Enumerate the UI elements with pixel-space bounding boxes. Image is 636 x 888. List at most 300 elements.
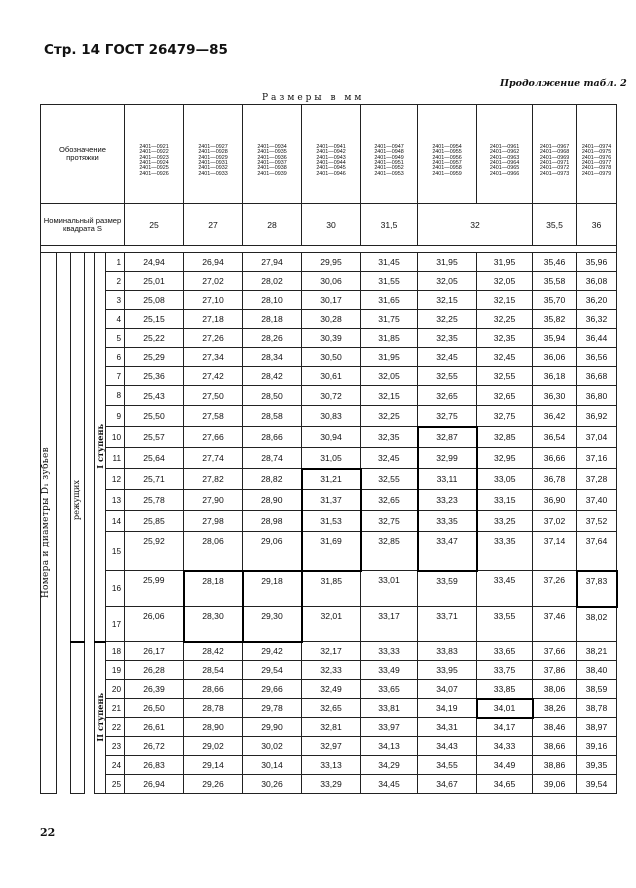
diameter-cell: 33,97 — [361, 718, 418, 737]
diameter-cell: 33,01 — [361, 571, 418, 607]
diameter-cell: 36,68 — [577, 367, 617, 386]
diameter-cell: 33,35 — [418, 511, 477, 532]
diameter-cell: 31,21 — [302, 469, 361, 490]
size-cell: 35,5 — [533, 204, 577, 246]
sizes-caption: Размеры в мм — [262, 93, 365, 103]
diameter-cell: 30,72 — [302, 386, 361, 406]
table-row — [41, 406, 617, 427]
designation-cell — [302, 105, 361, 204]
diameter-cell: 36,18 — [533, 367, 577, 386]
diameter-cell: 33,49 — [361, 661, 418, 680]
designation-label: Обозначение протяжки — [59, 145, 106, 162]
diameter-cell: 32,05 — [361, 367, 418, 386]
diameter-cell: 25,50 — [125, 406, 184, 427]
table-row — [41, 642, 617, 661]
tooth-number: 23 — [106, 737, 125, 756]
diameter-cell: 25,64 — [125, 448, 184, 469]
diameter-cell: 27,82 — [184, 469, 243, 490]
diameter-cell: 34,49 — [477, 756, 533, 775]
diameter-cell: 26,50 — [125, 699, 184, 718]
designation-label-cell — [41, 105, 125, 204]
designation-list: 2401—0974 2401—0975 2401—0976 2401—0977 2401—0978 2401—0979 — [581, 143, 612, 177]
diameter-cell: 35,96 — [577, 253, 617, 272]
diameter-cell: 28,02 — [243, 272, 302, 291]
diameter-cell: 33,71 — [418, 607, 477, 642]
diameter-cell: 34,45 — [361, 775, 418, 794]
diameter-cell: 33,75 — [477, 661, 533, 680]
diameter-cell: 33,17 — [361, 607, 418, 642]
diameter-cell: 32,15 — [361, 386, 418, 406]
diameter-cell: 34,01 — [477, 699, 533, 718]
diameter-cell: 29,78 — [243, 699, 302, 718]
diameter-cell: 29,18 — [243, 571, 302, 607]
diameter-cell: 37,64 — [577, 532, 617, 571]
diameter-cell: 32,85 — [477, 427, 533, 448]
diameter-cell: 31,69 — [302, 532, 361, 571]
diameter-cell: 37,86 — [533, 661, 577, 680]
diameter-cell: 36,56 — [577, 348, 617, 367]
designation-cell — [477, 105, 533, 204]
designation-cell — [533, 105, 577, 204]
tooth-number: 6 — [106, 348, 125, 367]
table-row — [41, 661, 617, 680]
designation-list: 2401—0961 2401—0962 2401—0963 2401—0964 2401—0965 2401—0966 — [489, 143, 520, 177]
diameter-cell: 32,15 — [418, 291, 477, 310]
diameter-cell: 32,15 — [477, 291, 533, 310]
tooth-number: 16 — [106, 571, 125, 607]
diameter-cell: 34,13 — [361, 737, 418, 756]
diameter-cell: 28,06 — [184, 532, 243, 571]
designation-cell — [243, 105, 302, 204]
diameter-cell: 30,28 — [302, 310, 361, 329]
diameter-cell: 30,02 — [243, 737, 302, 756]
tooth-number: 18 — [106, 642, 125, 661]
size-cell: 27 — [184, 204, 243, 246]
diameter-cell: 28,98 — [243, 511, 302, 532]
diameter-cell: 32,55 — [361, 469, 418, 490]
diameter-cell: 31,95 — [418, 253, 477, 272]
stage1-label: I ступень — [95, 424, 105, 470]
diameter-cell: 36,06 — [533, 348, 577, 367]
diameter-cell: 36,90 — [533, 490, 577, 511]
diameter-cell: 30,14 — [243, 756, 302, 775]
nominal-size-row — [41, 204, 617, 246]
size-cell: 32 — [418, 204, 533, 246]
diameter-cell: 37,83 — [577, 571, 617, 607]
diameter-cell: 29,06 — [243, 532, 302, 571]
stage2-outer-cell — [71, 642, 85, 794]
diameter-cell: 30,83 — [302, 406, 361, 427]
diameter-cell: 38,97 — [577, 718, 617, 737]
tooth-number: 17 — [106, 607, 125, 642]
designation-list: 2401—0947 2401—0948 2401—0949 2401—0951 2401—0952 2401—0953 — [374, 143, 404, 177]
diameter-cell: 28,58 — [243, 406, 302, 427]
cutting-label-cell — [71, 253, 85, 642]
designation-list: 2401—0927 2401—0928 2401—0929 2401—0931 2401—0932 2401—0933 — [198, 143, 228, 177]
diameter-cell: 38,66 — [533, 737, 577, 756]
diameter-cell: 26,83 — [125, 756, 184, 775]
designation-cell — [184, 105, 243, 204]
stage1-label-cell — [95, 253, 106, 642]
diameter-cell: 29,54 — [243, 661, 302, 680]
diameter-cell: 30,61 — [302, 367, 361, 386]
stage2-spacer — [85, 642, 95, 794]
designation-row — [41, 105, 617, 204]
diameter-cell: 32,45 — [477, 348, 533, 367]
diameter-cell: 32,85 — [361, 532, 418, 571]
tooth-number: 4 — [106, 310, 125, 329]
designation-list: 2401—0934 2401—0935 2401—0936 2401—0937 2401—0938 2401—0939 — [257, 143, 287, 177]
diameter-cell: 28,18 — [184, 571, 243, 607]
tooth-number: 20 — [106, 680, 125, 699]
diameter-cell: 38,21 — [577, 642, 617, 661]
diameter-cell: 25,43 — [125, 386, 184, 406]
diameter-cell: 27,66 — [184, 427, 243, 448]
table-row — [41, 532, 617, 571]
tooth-number: 19 — [106, 661, 125, 680]
diameter-cell: 28,54 — [184, 661, 243, 680]
diameter-cell: 28,74 — [243, 448, 302, 469]
diameter-cell: 33,45 — [477, 571, 533, 607]
table-row — [41, 469, 617, 490]
designation-list: 2401—0941 2401—0942 2401—0943 2401—0944 2401—0945 2401—0946 — [316, 143, 346, 177]
diameter-cell: 37,04 — [577, 427, 617, 448]
diameter-cell: 36,66 — [533, 448, 577, 469]
table-row — [41, 490, 617, 511]
diameter-cell: 33,05 — [477, 469, 533, 490]
diameter-cell: 32,35 — [361, 427, 418, 448]
diameter-cell: 32,25 — [477, 310, 533, 329]
diameter-cell: 29,02 — [184, 737, 243, 756]
diameter-cell: 30,50 — [302, 348, 361, 367]
table-row — [41, 386, 617, 406]
diameter-cell: 37,66 — [533, 642, 577, 661]
diameter-cell: 29,66 — [243, 680, 302, 699]
tooth-number: 15 — [106, 532, 125, 571]
tooth-number: 1 — [106, 253, 125, 272]
diameter-cell: 32,87 — [418, 427, 477, 448]
size-cell: 36 — [577, 204, 617, 246]
tooth-number: 25 — [106, 775, 125, 794]
diameter-cell: 32,45 — [418, 348, 477, 367]
diameter-cell: 26,94 — [125, 775, 184, 794]
diameter-cell: 28,50 — [243, 386, 302, 406]
diameter-cell: 27,58 — [184, 406, 243, 427]
page-number: 22 — [40, 826, 56, 839]
diameter-cell: 32,49 — [302, 680, 361, 699]
diameter-cell: 28,10 — [243, 291, 302, 310]
diameter-cell: 29,90 — [243, 718, 302, 737]
diameter-cell: 28,66 — [184, 680, 243, 699]
diameter-cell: 36,80 — [577, 386, 617, 406]
diameter-cell: 32,65 — [361, 490, 418, 511]
diameter-cell: 28,30 — [184, 607, 243, 642]
diameter-cell: 38,59 — [577, 680, 617, 699]
diameter-cell: 32,65 — [418, 386, 477, 406]
diameter-cell: 29,42 — [243, 642, 302, 661]
table-row — [41, 253, 617, 272]
table-row — [41, 291, 617, 310]
diameter-cell: 38,40 — [577, 661, 617, 680]
diameter-cell: 38,78 — [577, 699, 617, 718]
diameter-cell: 35,70 — [533, 291, 577, 310]
diameter-cell: 28,78 — [184, 699, 243, 718]
stage2-label-cell — [95, 642, 106, 794]
diameter-cell: 26,72 — [125, 737, 184, 756]
designation-cell — [577, 105, 617, 204]
diameter-cell: 34,67 — [418, 775, 477, 794]
diameter-cell: 36,32 — [577, 310, 617, 329]
diameter-cell: 34,33 — [477, 737, 533, 756]
diameter-cell: 25,36 — [125, 367, 184, 386]
diameter-cell: 30,06 — [302, 272, 361, 291]
diameter-cell: 38,86 — [533, 756, 577, 775]
diameter-cell: 33,85 — [477, 680, 533, 699]
diameter-cell: 29,26 — [184, 775, 243, 794]
diameter-cell: 39,54 — [577, 775, 617, 794]
diameter-cell: 29,14 — [184, 756, 243, 775]
diameter-cell: 38,26 — [533, 699, 577, 718]
diameter-cell: 37,16 — [577, 448, 617, 469]
table-row — [41, 756, 617, 775]
diameter-cell: 25,22 — [125, 329, 184, 348]
diameter-cell: 27,10 — [184, 291, 243, 310]
teeth-vertical-label-cell — [41, 253, 57, 794]
diameter-cell: 33,15 — [477, 490, 533, 511]
diameter-cell: 36,54 — [533, 427, 577, 448]
diameter-cell: 38,06 — [533, 680, 577, 699]
diameter-cell: 31,53 — [302, 511, 361, 532]
diameter-cell: 28,82 — [243, 469, 302, 490]
diameter-cell: 35,94 — [533, 329, 577, 348]
tooth-number: 13 — [106, 490, 125, 511]
diameter-cell: 35,82 — [533, 310, 577, 329]
diameter-cell: 32,35 — [477, 329, 533, 348]
diameter-cell: 39,35 — [577, 756, 617, 775]
diameter-cell: 26,06 — [125, 607, 184, 642]
diameter-cell: 39,16 — [577, 737, 617, 756]
diameter-cell: 32,99 — [418, 448, 477, 469]
diameter-cell: 34,43 — [418, 737, 477, 756]
diameter-cell: 27,74 — [184, 448, 243, 469]
diameter-cell: 36,42 — [533, 406, 577, 427]
tooth-number: 5 — [106, 329, 125, 348]
diameter-cell: 29,30 — [243, 607, 302, 642]
diameter-cell: 36,92 — [577, 406, 617, 427]
diameter-cell: 33,13 — [302, 756, 361, 775]
diameter-cell: 33,65 — [361, 680, 418, 699]
tooth-number: 9 — [106, 406, 125, 427]
tooth-number: 10 — [106, 427, 125, 448]
diameter-cell: 32,75 — [361, 511, 418, 532]
tooth-number: 14 — [106, 511, 125, 532]
diameter-cell: 33,29 — [302, 775, 361, 794]
stage2-label: II ступень — [95, 693, 105, 743]
diameter-cell: 33,83 — [418, 642, 477, 661]
diameter-cell: 37,46 — [533, 607, 577, 642]
diameter-cell: 36,08 — [577, 272, 617, 291]
teeth-diameter-table — [40, 104, 618, 794]
diameter-cell: 32,05 — [477, 272, 533, 291]
diameter-cell: 38,46 — [533, 718, 577, 737]
diameter-cell: 25,01 — [125, 272, 184, 291]
continuation-label: Продолжение табл. 2 — [500, 78, 627, 89]
table-row — [41, 329, 617, 348]
table-row — [41, 448, 617, 469]
diameter-cell: 34,31 — [418, 718, 477, 737]
diameter-cell: 31,45 — [361, 253, 418, 272]
diameter-cell: 32,01 — [302, 607, 361, 642]
page-header: Стр. 14 ГОСТ 26479—85 — [44, 42, 228, 58]
left-spacer — [57, 253, 71, 794]
diameter-cell: 37,52 — [577, 511, 617, 532]
diameter-cell: 28,18 — [243, 310, 302, 329]
diameter-cell: 32,65 — [477, 386, 533, 406]
diameter-cell: 34,29 — [361, 756, 418, 775]
diameter-cell: 37,26 — [533, 571, 577, 607]
table-row — [41, 571, 617, 607]
diameter-cell: 27,98 — [184, 511, 243, 532]
spacer-cell — [41, 246, 617, 253]
tooth-number: 22 — [106, 718, 125, 737]
diameter-cell: 31,75 — [361, 310, 418, 329]
tooth-number: 2 — [106, 272, 125, 291]
diameter-cell: 28,42 — [243, 367, 302, 386]
diameter-cell: 36,78 — [533, 469, 577, 490]
diameter-cell: 33,11 — [418, 469, 477, 490]
nominal-label: Номинальный размер квадрата S — [43, 215, 122, 233]
table-row — [41, 680, 617, 699]
diameter-cell: 25,57 — [125, 427, 184, 448]
spacer-row — [41, 246, 617, 253]
diameter-cell: 32,75 — [418, 406, 477, 427]
diameter-cell: 37,14 — [533, 532, 577, 571]
table-row — [41, 367, 617, 386]
diameter-cell: 26,61 — [125, 718, 184, 737]
diameter-cell: 33,35 — [477, 532, 533, 571]
diameter-cell: 32,75 — [477, 406, 533, 427]
table-row — [41, 348, 617, 367]
diameter-cell: 36,44 — [577, 329, 617, 348]
diameter-cell: 31,37 — [302, 490, 361, 511]
diameter-cell: 33,33 — [361, 642, 418, 661]
diameter-cell: 25,71 — [125, 469, 184, 490]
diameter-cell: 33,65 — [477, 642, 533, 661]
designation-list: 2401—0967 2401—0968 2401—0969 2401—0971 2401—0972 2401—0973 — [539, 143, 570, 177]
designation-list: 2401—0954 2401—0955 2401—0956 2401—0957 2401—0958 2401—0959 — [432, 143, 462, 177]
table-row — [41, 718, 617, 737]
diameter-cell: 28,66 — [243, 427, 302, 448]
diameter-cell: 25,92 — [125, 532, 184, 571]
diameter-cell: 31,55 — [361, 272, 418, 291]
diameter-cell: 25,85 — [125, 511, 184, 532]
tooth-number: 12 — [106, 469, 125, 490]
diameter-cell: 27,26 — [184, 329, 243, 348]
diameter-cell: 32,17 — [302, 642, 361, 661]
diameter-cell: 35,58 — [533, 272, 577, 291]
designation-cell — [125, 105, 184, 204]
diameter-cell: 32,55 — [477, 367, 533, 386]
diameter-cell: 34,07 — [418, 680, 477, 699]
diameter-cell: 32,05 — [418, 272, 477, 291]
diameter-cell: 37,02 — [533, 511, 577, 532]
diameter-cell: 31,85 — [302, 571, 361, 607]
diameter-cell: 27,18 — [184, 310, 243, 329]
diameter-cell: 36,20 — [577, 291, 617, 310]
diameter-cell: 25,15 — [125, 310, 184, 329]
size-cell: 31,5 — [361, 204, 418, 246]
diameter-cell: 32,33 — [302, 661, 361, 680]
table-row — [41, 310, 617, 329]
diameter-cell: 32,25 — [418, 310, 477, 329]
stage1-spacer — [85, 253, 95, 642]
diameter-cell: 34,55 — [418, 756, 477, 775]
diameter-cell: 33,47 — [418, 532, 477, 571]
diameter-cell: 32,97 — [302, 737, 361, 756]
diameter-cell: 31,85 — [361, 329, 418, 348]
size-cell: 28 — [243, 204, 302, 246]
diameter-cell: 33,25 — [477, 511, 533, 532]
diameter-cell: 38,02 — [577, 607, 617, 642]
table-row — [41, 427, 617, 448]
diameter-cell: 33,81 — [361, 699, 418, 718]
tooth-number: 8 — [106, 386, 125, 406]
teeth-vertical-label: Номера и диаметры D₁ зубьев — [41, 447, 51, 599]
diameter-cell: 31,95 — [477, 253, 533, 272]
diameter-cell: 33,95 — [418, 661, 477, 680]
diameter-cell: 30,94 — [302, 427, 361, 448]
diameter-cell: 28,26 — [243, 329, 302, 348]
diameter-cell: 33,23 — [418, 490, 477, 511]
diameter-cell: 28,90 — [184, 718, 243, 737]
diameter-cell: 27,94 — [243, 253, 302, 272]
tooth-number: 7 — [106, 367, 125, 386]
diameter-cell: 27,90 — [184, 490, 243, 511]
diameter-cell: 34,19 — [418, 699, 477, 718]
size-cell: 30 — [302, 204, 361, 246]
diameter-cell: 31,65 — [361, 291, 418, 310]
diameter-cell: 27,50 — [184, 386, 243, 406]
diameter-cell: 32,65 — [302, 699, 361, 718]
table-row — [41, 775, 617, 794]
diameter-cell: 33,59 — [418, 571, 477, 607]
diameter-cell: 28,34 — [243, 348, 302, 367]
diameter-cell: 26,39 — [125, 680, 184, 699]
tooth-number: 11 — [106, 448, 125, 469]
diameter-cell: 28,90 — [243, 490, 302, 511]
designation-list: 2401—0921 2401—0922 2401—0923 2401—0924 2401—0925 2401—0926 — [139, 143, 169, 177]
table-row — [41, 699, 617, 718]
diameter-cell: 26,17 — [125, 642, 184, 661]
diameter-cell: 24,94 — [125, 253, 184, 272]
size-cell: 25 — [125, 204, 184, 246]
cutting-label: режущих — [71, 480, 81, 521]
table-row — [41, 511, 617, 532]
diameter-cell: 32,81 — [302, 718, 361, 737]
tooth-number: 3 — [106, 291, 125, 310]
table-row — [41, 737, 617, 756]
diameter-cell: 25,78 — [125, 490, 184, 511]
diameter-cell: 32,55 — [418, 367, 477, 386]
diameter-cell: 30,17 — [302, 291, 361, 310]
diameter-cell: 32,25 — [361, 406, 418, 427]
diameter-cell: 32,35 — [418, 329, 477, 348]
diameter-cell: 32,45 — [361, 448, 418, 469]
diameter-cell: 31,95 — [361, 348, 418, 367]
diameter-cell: 31,05 — [302, 448, 361, 469]
diameter-cell: 36,30 — [533, 386, 577, 406]
diameter-cell: 37,28 — [577, 469, 617, 490]
